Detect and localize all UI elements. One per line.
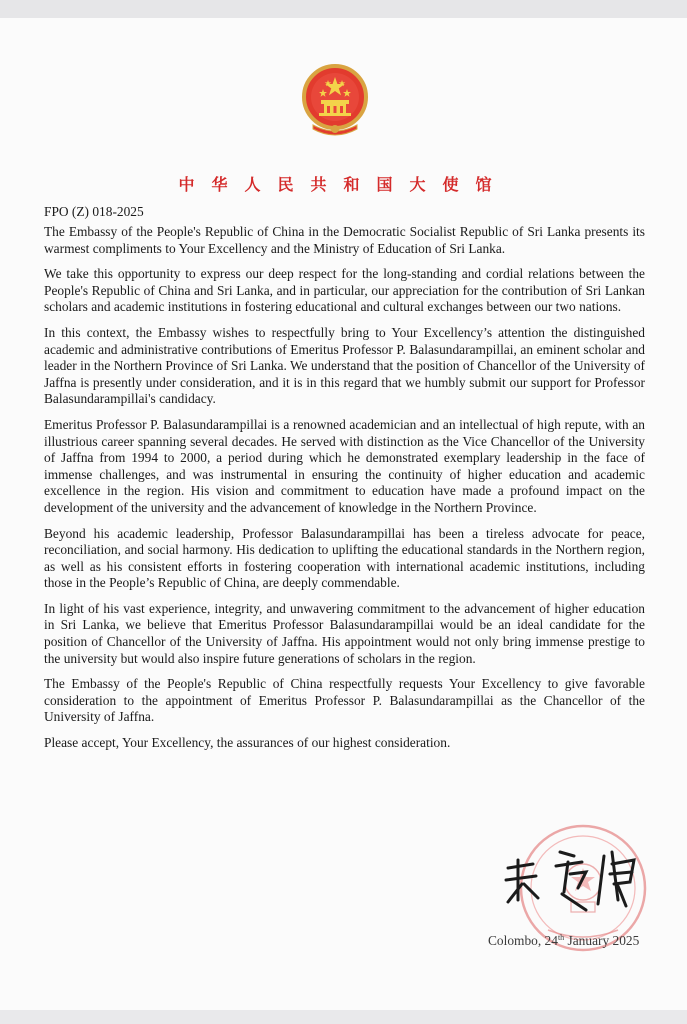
paragraph-greeting: The Embassy of the People's Republic of China in the Democratic Socialist Republic of Sri Lanka presents its warmest compliments to Your Excellency and the Ministry of Education of Sri Lanka. <box>44 224 645 256</box>
paragraph-request: The Embassy of the People's Republic of China respectfully requests Your Excellency to give favorable consideration to the appointment of Emeritus Professor P. Balasundarampillai as the Chancellor of the University of Jaffna. <box>44 676 645 725</box>
paragraph-recommendation: In light of his vast experience, integrity, and unwavering commitment to the advancement of higher education in Sri Lanka, we believe that Emeritus Professor Balasundarampillai would be an ideal candidate for the position of Chancellor of the University of Jaffna. His appointment would not only bring immense prestige to the university but would also inspire future generations of scholars in the region. <box>44 600 645 666</box>
embassy-name-chinese: 中华人民共和国大使馆 <box>178 175 509 194</box>
reference-number: FPO (Z) 018-2025 <box>44 204 144 219</box>
official-seal-and-signature <box>478 822 687 972</box>
paragraph-advocacy: Beyond his academic leadership, Professor Balasundarampillai has been a tireless advocate for peace, reconciliation, and social harmony. His dedication to uplifting the educational standards in the Northern region, as well as his consistent efforts in fostering cooperation with international academic institutions, including those in the People’s Republic of China, are deeply commendable. <box>44 525 645 591</box>
top-background-strip <box>0 0 687 18</box>
paragraph-closing: Please accept, Your Excellency, the assurances of our highest consideration. <box>44 735 451 751</box>
paragraph-relations: We take this opportunity to express our deep respect for the long-standing and cordial relations between the People's Republic of China and Sri Lanka, and in particular, our appreciation for the contribution of Sri Lankan scholars and academic institutions in fostering educational and cultural exchanges between our two nations. <box>44 266 645 315</box>
bottom-background-strip <box>0 1010 687 1024</box>
paragraph-context: In this context, the Embassy wishes to respectfully bring to Your Excellency’s attention the distinguished academic and administrative contributions of Emeritus Professor P. Balasundarampillai, an eminent scholar and leader in the Northern Province of Sri Lanka. We understand that the position of Chancellor of the University of Jaffna is presently under consideration, and it is in this regard that we humbly submit our support for Professor Balasundarampillai's candidacy. <box>44 324 645 407</box>
paragraph-career: Emeritus Professor P. Balasundarampillai is a renowned academician and an intellectual of high repute, with an illustrious career spanning several decades. He served with distinction as the Vice Chancellor of the University of Jaffna from 1994 to 2000, a period during which he demonstrated exemplary leadership in the face of immense challenges, and was instrumental in ensuring the continuity of higher education and academic excellence in the region. His vision and commitment to education have made a profound impact on the development of the university and the advancement of knowledge in the Northern Province. <box>44 416 645 515</box>
date-place: Colombo, 24th January 2025 <box>488 933 640 948</box>
letter-body <box>44 224 645 761</box>
national-emblem-icon <box>299 63 371 139</box>
